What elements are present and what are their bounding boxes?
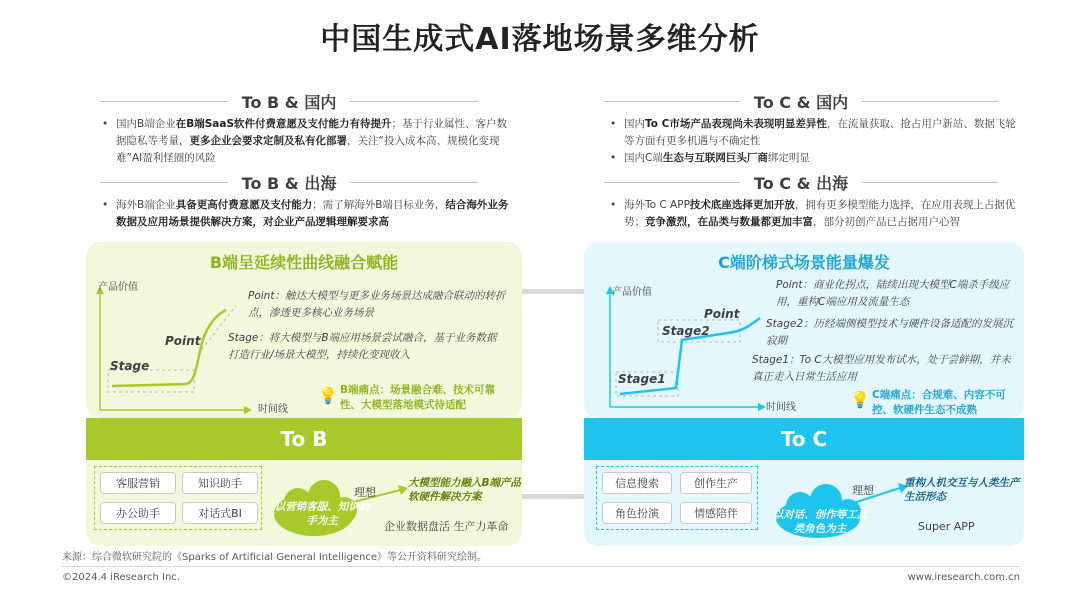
to-b-band: To B [86,418,522,460]
divider [604,182,740,183]
bullet-emphasis: 生态与互联网巨头厂商 [662,152,768,164]
bullets-b-overseas [96,197,514,231]
c-y-axis [606,286,614,407]
section-heading-c-domestic [604,91,998,111]
b-y-axis [96,286,104,410]
c-stage1-label: Stage1 [618,372,666,386]
c-point-label: Point [704,307,740,321]
lightbulb-icon: 💡 [850,390,870,409]
bullet-emphasis: 竞争激烈，在品类与数量都更加丰富 [645,216,813,228]
b-point-annotation: Point：触达大模型与更多业务场景达成融合联动的转折点，渗透更多核心业务场景 [248,290,506,319]
b-goal: 大模型能力融入B端产品软硬件解决方案 [408,477,522,503]
bullet-text: 绑定明显 [767,152,810,164]
b-panel-title: B端呈延续性曲线融合赋能 [209,253,399,272]
heading-text: To C & 出海 [753,173,849,193]
bullet-text: ；基于行业属性、客户数据隐私等考量， [116,118,508,147]
b-tag-conversational-bi: 对话式BI [182,502,258,524]
source-note: 来源：综合微软研究院的《Sparks of Artificial General Intelligence》等公开资料研究绘制。 [62,552,488,563]
b-point-label: Point [165,334,201,348]
lightbulb-icon: 💡 [318,386,338,405]
bullet-item [96,197,514,231]
bullet-text: ，拥有更多模型能力选择，在应用表现上占据优势； [624,199,1016,228]
bullet-text: 国内B端企业 [116,118,176,130]
heading-text: To B & 国内 [241,92,337,112]
b-tag-knowledge-assistant: 知识助手 [182,472,258,494]
divider [350,182,478,183]
bullet-item [604,116,1016,150]
panel-connector-bottom [522,494,584,499]
c-cloud-text: 以对话、创作等工具类角色为主 [772,509,868,535]
c-tag-roleplay: 角色扮演 [602,502,672,524]
bullet-text: ；需了解海外B端目标业务， [312,199,446,211]
bullet-emphasis: 具备更高付费意愿及支付能力 [175,199,313,211]
bullet-text: 海外B端企业 [116,199,176,211]
b-cloud-text: 以营销客服、知识助手为主 [274,501,370,527]
c-tag-companion: 情感陪伴 [680,502,752,524]
b-growth-curve [112,310,226,386]
to-c-band: To C [584,418,1024,460]
bullet-item [604,150,1016,167]
heading-text: To B & 出海 [241,173,337,193]
b-tag-customer-service: 客服营销 [100,472,176,494]
c-goal: 重构人机交互与人类生产生活形态 [904,477,1020,503]
b-pain-points: B端痛点：场景融合难、技术可靠性、大模型落地模式待适配 [340,384,496,411]
c-panel-title: C端阶梯式场景能量爆发 [718,253,890,272]
c-point-annotation: Point：商业化拐点，陆续出现大模型C端杀手级应用，重构C端应用及流量生态 [776,279,1010,308]
section-heading-b-overseas [100,172,478,192]
bullet-item [604,197,1016,231]
c-x-axis [610,403,766,411]
b-stage-box [108,370,194,392]
divider [350,101,478,102]
c-y-axis-label: 产品价值 [612,287,652,298]
bullet-emphasis: 在B端SaaS软件付费意愿及支付能力有待提升 [175,118,392,130]
divider [100,101,228,102]
page-title: 中国生成式AI落地场景多维分析 [320,22,760,57]
bullet-emphasis: 技术底座选择更加开放 [689,199,795,211]
b-stage-label: Stage [110,359,150,373]
bullet-emphasis: To C市场产品表现尚未表现明显差异性 [645,118,827,130]
c-tag-info-search: 信息搜索 [602,472,672,494]
copyright: ©2024.4 iResearch Inc. [62,572,180,583]
bullet-item [96,116,514,167]
b-x-axis [100,406,252,414]
divider [862,182,998,183]
divider [100,182,228,183]
bullet-text: 国内C端 [624,152,663,164]
bullet-emphasis: 更多企业会要求定制及私有化部署 [189,135,347,147]
bullet-text: ，在流量获取、抢占用户新站、数据飞轮等方面有更多机遇与不确定性 [624,118,1016,147]
section-heading-b-domestic [100,91,478,111]
c-stage2-label: Stage2 [662,324,710,338]
bullet-text: ，部分初创产品已占据用户心智 [813,216,960,228]
bullet-text: 海外To C APP [624,199,690,211]
footer-divider [62,566,1020,567]
b-y-axis-label: 产品价值 [98,282,138,293]
b-goal-sub: 企业数据盘活 生产力革命 [384,520,509,533]
bullet-text: 国内 [624,118,645,130]
c-stage1-annotation: Stage1：To C大模型应用发布试水，处于尝鲜期，并未真正走入日常生活应用 [752,354,1011,383]
c-stage2-annotation: Stage2：历经端侧模型技术与硬件设备适配的发展沉寂期 [766,318,1014,347]
b-arrow-head [398,485,408,495]
c-tag-creation: 创作生产 [680,472,752,494]
c-ideal-label: 理想 [852,484,874,497]
panel-connector-top [522,289,584,294]
c-pain-points: C端痛点：合规难、内容不可控、软硬件生态不成熟 [872,389,1006,416]
b-x-axis-label: 时间线 [258,404,288,415]
b-tag-office-assistant: 办公助手 [100,502,176,524]
c-goal-sub: Super APP [918,520,975,533]
bullets-b-domestic [96,116,514,167]
bullet-emphasis: 结合海外业务数据及应用场景提供解决方案，对企业产品逻辑理解要求高 [116,199,509,228]
b-ideal-label: 理想 [354,486,376,499]
b-stage-annotation: Stage：将大模型与B端应用场景尝试融合，基于业务数据打造行业/场景大模型，持续化变现收入 [228,332,497,361]
divider [604,101,740,102]
bullets-c-overseas [604,197,1016,231]
heading-text: To C & 国内 [753,92,849,112]
bullet-text: ，关注“投入成本高、规模化变现难”AI盈利怪圈的风险 [116,135,500,164]
bullets-c-domestic [604,116,1016,167]
section-heading-c-overseas [604,172,998,192]
c-x-axis-label: 时间线 [766,402,796,413]
divider [862,101,998,102]
website: www.iresearch.com.cn [907,572,1020,583]
